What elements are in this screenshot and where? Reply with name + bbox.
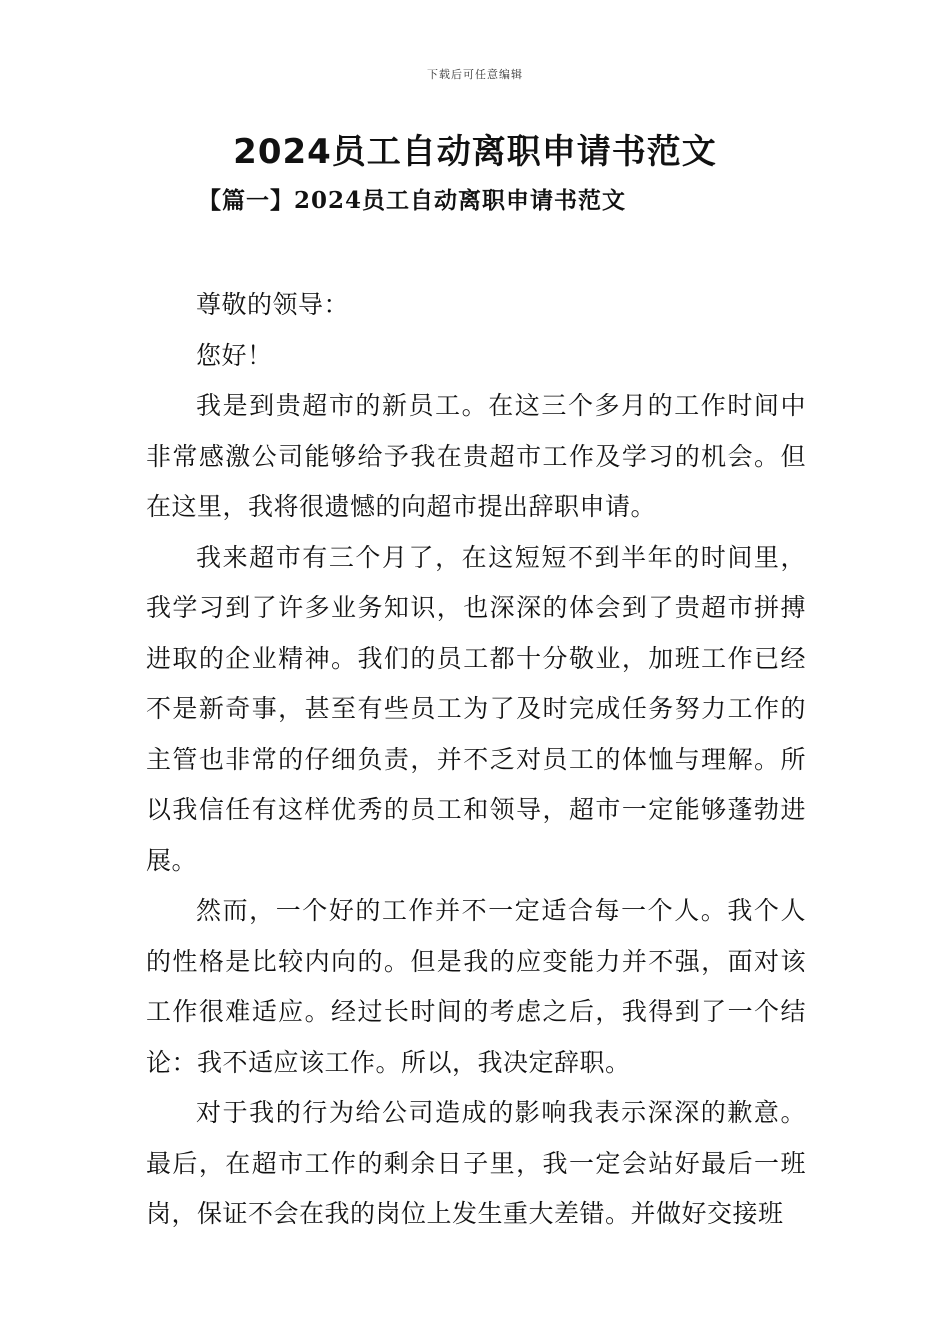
section-heading: 【篇一】2024员工自动离职申请书范文 [198,187,627,214]
header-note: 下载后可任意编辑 [427,68,523,81]
document-title: 2024员工自动离职申请书范文 [233,132,717,172]
paragraph: 然而，一个好的工作并不一定适合每一个人。我个人的性格是比较内向的。但是我的应变能力并不强，面对该工作很难适应。经过长时间的考虑之后，我得到了一个结论：我不适应该工作。所以，我决定辞职。 [146,896,806,1077]
letter-body [146,280,806,1240]
greeting: 您好！ [196,340,273,370]
paragraph: 我来超市有三个月了，在这短短不到半年的时间里，我学习到了许多业务知识，也深深的体会到了贵超市拼搏进取的企业精神。我们的员工都十分敬业，加班工作已经不是新奇事，甚至有些员工为了及时完成任务努力工作的主管也非常的仔细负责，并不乏对员工的体恤与理解。所以我信任有这样优秀的员工和领导，超市一定能够蓬勃进展。 [146,542,806,875]
salutation: 尊敬的领导： [196,290,350,319]
paragraph: 对于我的行为给公司造成的影响我表示深深的歉意。最后，在超市工作的剩余日子里，我一定会站好最后一班岗，保证不会在我的岗位上发生重大差错。并做好交接班 [146,1098,806,1228]
paragraph: 我是到贵超市的新员工。在这三个多月的工作时间中非常感激公司能够给予我在贵超市工作及学习的机会。但在这里，我将很遗憾的向超市提出辞职申请。 [146,391,806,521]
